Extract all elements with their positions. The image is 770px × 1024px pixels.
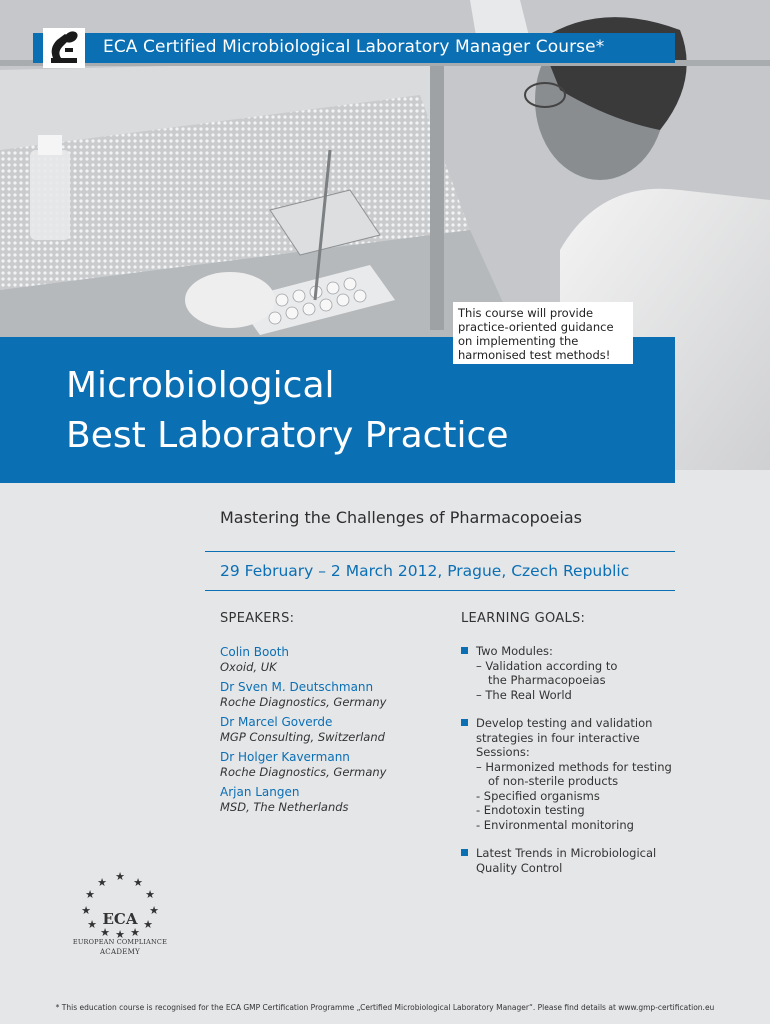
goal-text: Two Modules: [476, 644, 553, 658]
goal-subitem: – The Real World [476, 687, 572, 702]
goal-subitem: – Harmonized methods for testing [476, 759, 672, 774]
speaker-name: Dr Sven M. Deutschmann [220, 680, 374, 694]
speaker-item [220, 645, 440, 675]
svg-text:★: ★ [115, 928, 125, 938]
learning-goal-item [461, 716, 761, 832]
svg-text:★: ★ [100, 926, 110, 938]
course-callout: This course will provide practice-oriented guidance on implementing the harmonised test methods! [453, 302, 633, 364]
speaker-item [220, 750, 440, 780]
course-banner [33, 33, 675, 63]
bullet-square-icon [461, 647, 468, 654]
svg-text:★: ★ [81, 904, 91, 917]
svg-text:★: ★ [143, 918, 153, 931]
learning-goal-item [461, 846, 761, 875]
microscope-icon [43, 28, 85, 68]
goal-subitem: - Endotoxin testing [476, 803, 585, 817]
svg-text:★: ★ [149, 904, 159, 917]
eca-name-line1: EUROPEAN COMPLIANCE [72, 938, 168, 946]
learning-goals-heading: LEARNING GOALS: [461, 611, 586, 626]
footer-note: * This education course is recognised for the ECA GMP Certification Programme „Certified Microbiological Laboratory Manager“. Please find details at www.gmp-certification.eu [55, 1003, 715, 1012]
goal-subitem: the Pharmacopoeias [488, 673, 606, 687]
speaker-name: Dr Holger Kavermann [220, 750, 350, 764]
goal-subitem: - Environmental monitoring [476, 817, 634, 832]
speaker-name: Colin Booth [220, 645, 290, 659]
speaker-org: Roche Diagnostics, Germany [220, 695, 387, 709]
hero-title-line2: Best Laboratory Practice [66, 415, 509, 456]
learning-goal-item [461, 644, 761, 702]
goal-subitem: - Specified organisms [476, 788, 600, 803]
eca-stars-logo [60, 868, 180, 958]
speaker-org: MSD, The Netherlands [220, 800, 349, 814]
bullet-square-icon [461, 719, 468, 726]
goal-subitem: of non-sterile products [488, 774, 619, 788]
eca-abbr: ECA [102, 910, 138, 928]
speaker-item [220, 785, 440, 815]
svg-text:★: ★ [130, 926, 140, 938]
page-subtitle: Mastering the Challenges of Pharmacopoeias [220, 508, 582, 527]
goal-text: Develop testing and validation strategies in four interactive Sessions: [476, 716, 653, 759]
speakers-list [220, 645, 440, 820]
svg-text:★: ★ [85, 888, 95, 901]
goal-subitem: – Validation according to [476, 658, 618, 673]
bullet-square-icon [461, 849, 468, 856]
svg-text:★: ★ [87, 918, 97, 931]
speaker-name: Arjan Langen [220, 785, 300, 799]
svg-text:★: ★ [133, 876, 143, 889]
divider-top [205, 551, 675, 552]
speaker-org: MGP Consulting, Switzerland [220, 730, 385, 744]
svg-text:★: ★ [97, 876, 107, 889]
divider-bottom [205, 590, 675, 591]
speaker-name: Dr Marcel Goverde [220, 715, 333, 729]
event-date: 29 February – 2 March 2012, Prague, Czech Republic [220, 562, 630, 580]
speaker-item [220, 680, 440, 710]
speaker-item [220, 715, 440, 745]
svg-text:★: ★ [145, 888, 155, 901]
eca-name-line2: ACADEMY [99, 948, 141, 956]
hero-title-line1: Microbiological [66, 365, 335, 406]
speaker-org: Oxoid, UK [220, 660, 277, 674]
learning-goals-list [461, 644, 761, 889]
banner-title: ECA Certified Microbiological Laboratory Manager Course* [103, 37, 605, 57]
svg-text:★: ★ [115, 870, 125, 883]
speaker-org: Roche Diagnostics, Germany [220, 765, 387, 779]
goal-text: Latest Trends in Microbiological Quality Control [476, 846, 657, 875]
speakers-heading: SPEAKERS: [220, 611, 295, 626]
